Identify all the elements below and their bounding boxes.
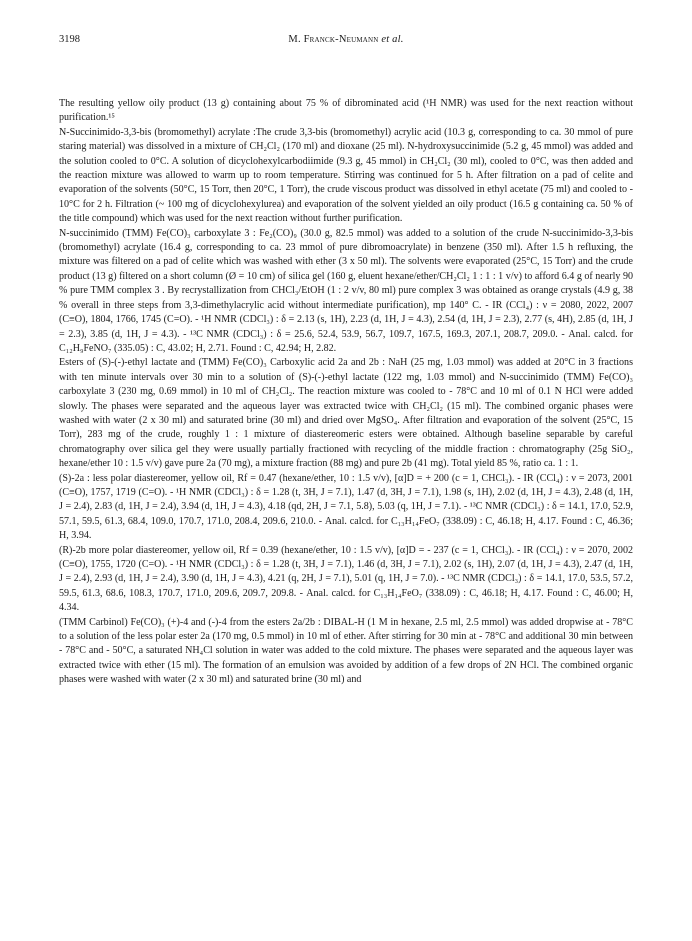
running-head — [59, 34, 633, 45]
page-number: 3198 — [59, 34, 80, 45]
running-head-et-al: et al. — [381, 34, 404, 45]
article-body — [59, 97, 633, 688]
paragraph-tmm-carbinol: (TMM Carbinol) Fe(CO)₃ (+)-4 and (-)-4 from the esters 2a/2b : DIBAL-H (1 M in hexane, 2.5 ml, 2.5 mmol) was added dropwise at - 78°C to a solution of the less polar ester 2a (170 mg, 0.5 mmol) in 10 ml of ether. After stirring for 30 min at - 78°C and additional 30 min between - 78°C and - 50°C, a saturated NH₄Cl solution in water was added to the cold mixture. The phases were separated and the aqueous layer was extracted twice with ether (15 ml). The formation of an emulsion was avoided by addition of a few drops of 2N HCl. The combined organic phases were washed with water (2 x 30 ml) and saturated brine (30 ml) and — [59, 616, 633, 686]
paragraph-succinimido-acrylate: N-Succinimido-3,3-bis (bromomethyl) acrylate :The crude 3,3-bis (bromomethyl) acrylic acid (10.3 g, corresponding to ca. 30 mmol of pure staring material) was dissolved in a mixture of CH₂Cl₂ (170 ml) and dioxane (25 ml). N-hydroxysuccinimide (5.2 g, 45 mmol) was added and the solution cooled to 0°C. A solution of dicyclohexylcarbodiimide (9.3 g, 45 mmol) in CH₂Cl₂ (30 ml), cooled to 0°C, was then added and the reaction mixture was allowed to warm up to room temperature. Stirring was continued for 5 h. After filtration on a pad of celite and evaporation of the solvents (50°C, 15 Torr, then 20°C, 1 Torr), the crude viscous product was dissolved in ethyl acetate (75 ml) and cooled to - 10°C for 2 h. Filtration (~ 100 mg of dicyclohexylurea) and evaporation of the solvent yielded an oily product (16.5 g containing ca. 50 % of the title compound) which was used for the next reaction without further purification. — [59, 126, 633, 225]
paragraph-compound-2b: (R)-2b more polar diastereomer, yellow oil, Rf = 0.39 (hexane/ether, 10 : 1.5 v/v), [α]D = - 237 (c = 1, CHCl₃). - IR (CCl₄) : ν = 2070, 2002 (C≡O), 1755, 1720 (C=O). - ¹H NMR (CDCl₃) : δ = 1.28 (t, 3H, J = 7.1), 1.46 (d, 3H, J = 7.1), 2.02 (s, 1H), 2.07 (d, 1H, J = 4.3), 2.47 (d, 1H, J = 2.4), 2.93 (d, 1H, J = 2.4), 3.90 (d, 1H, J = 4.3), 4.21 (q, 2H, J = 7.1), 5.01 (q, 1H, J = 7.0). - ¹³C NMR (CDCl₃) : δ = 14.1, 17.0, 53.5, 57.2, 59.5, 61.3, 68.6, 108.3, 170.7, 171.0, 209.6, 209.7, 209.8. - Anal. calcd. for C₁₃H₁₄FeO₇ (338.09) : C, 46.18; H, 4.17. Found : C, 46.00; H, 4.34. — [59, 544, 633, 614]
paragraph-lactate-esters: Esters of (S)-(-)-ethyl lactate and (TMM) Fe(CO)₃ Carboxylic acid 2a and 2b : NaH (25 mg, 1.03 mmol) was added at 20°C in 3 fractions with ten minute intervals over 30 min to a solution of (S)-(-)-ethyl lactate (122 mg, 1.03 mmol) and N-succinimido (TMM) Fe(CO)₃ carboxylate 3 (230 mg, 0.69 mmol) in 10 ml of CH₂Cl₂. The reaction mixture was cooled to - 78°C and 10 ml of 0.1 N HCl were added slowly. The phases were separated and the aqueous layer was extracted twice with CH₂Cl₂ (15 ml). The combined organic phases were washed with water (2 x 30 ml) and saturated brine (30 ml) and dried over MgSO₄. After filtration and evaporation of the solvent (25°C, 15 Torr), 283 mg of the crude, roughly 1 : 1 mixture of diastereomeric esters were obtained. Although baseline separable by careful chromatography over silica gel they were usually partially fractioned with recycling of the middle fraction : chromatography (25g SiO₂, hexane/ether 10 : 1.5 v/v) gave pure 2a (70 mg), a mixture fraction (88 mg) and pure 2b (41 mg). Total yield 85 %, ratio ca. 1 : 1. — [59, 357, 633, 470]
running-head-authors: M. Franck-Neumann — [288, 34, 379, 45]
paragraph-tmm-carboxylate-3: N-succinimido (TMM) Fe(CO)₃ carboxylate 3 : Fe₂(CO)₉ (30.0 g, 82.5 mmol) was added to a solution of the crude N-succinimido-3,3-bis (bromomethyl) acrylate (16.4 g, corresponding to ca. 23 mmol of pure dibromoacrylate) in benzene (350 ml). After 1.5 h refluxing, the mixture was filtered on a pad of celite which was washed with ether (3 x 50 ml). The solvents were evaporated (25°C, 15 Torr) and the crude product (13 g) filtered on a short column (Ø = 10 cm) of silica gel (160 g, eluent hexane/ether/CH₂Cl₂ 1 : 1 : 1 v/v) to afford 6.4 g of nearly 90 % pure TMM complex 3 . By recrystallization from CHCl₃/EtOH (1 : 2 v/v, 80 ml) pure complex 3 was obtained as orange crystals (4.9 g, 38 % overall in three steps from 3,3-dimethylacrylic acid without intermediate purification), mp 140° C. - IR (CCl₄) : ν = 2080, 2022, 2007 (C≡O), 1804, 1766, 1745 (C=O). - ¹H NMR (CDCl₃) : δ = 2.13 (s, 1H), 2.23 (d, 1H, J = 4.3), 2.54 (d, 1H, J = 2.3), 2.77 (s, 4H), 2.85 (d, 1H, J = 2.3), 3.85 (d, 1H, J = 4.3). - ¹³C NMR (CDCl₃) : δ = 25.6, 52.4, 53.9, 56.7, 109.7, 167.5, 169.3, 207.1, 208.7, 209.0. - Anal. calcd. for C₁₂H₉FeNO₇ (335.05) : C, 43.02; H, 2.71. Found : C, 42.94; H, 2.82. — [59, 227, 633, 354]
paragraph-compound-2a: (S)-2a : less polar diastereomer, yellow oil, Rf = 0.47 (hexane/ether, 10 : 1.5 v/v), [α]D = + 200 (c = 1, CHCl₃). - IR (CCl₄) : ν = 2073, 2001 (C≡O), 1757, 1719 (C=O). - ¹H NMR (CDCl₃) : δ = 1.28 (t, 3H, J = 7.1), 1.47 (d, 3H, J = 7.1), 1.98 (s, 1H), 2.02 (d, 1H, J = 4.3), 2.48 (d, 1H, J = 2.4), 2.83 (d, 1H, J = 2.4), 3.94 (d, 1H, J = 4.3), 4.18 (qd, 2H, J = 7.1, 5.8), 5.03 (q, 1H, J = 7.1). - ¹³C NMR (CDCl₃) : δ = 14.1, 17.0, 52.9, 57.1, 59.5, 61.3, 68.4, 109.0, 170.7, 171.0, 208.4, 209.6, 210.0. - Anal. calcd. for C₁₃H₁₄FeO₇ (338.09) : C, 46.18; H, 4.17. Found : C, 46.36; H, 3.94. — [59, 472, 633, 542]
page-header — [59, 34, 633, 50]
paragraph-dibrominated-acid: The resulting yellow oily product (13 g) containing about 75 % of dibrominated acid (¹H NMR) was used for the next reaction without purification.¹⁵ — [59, 98, 633, 124]
